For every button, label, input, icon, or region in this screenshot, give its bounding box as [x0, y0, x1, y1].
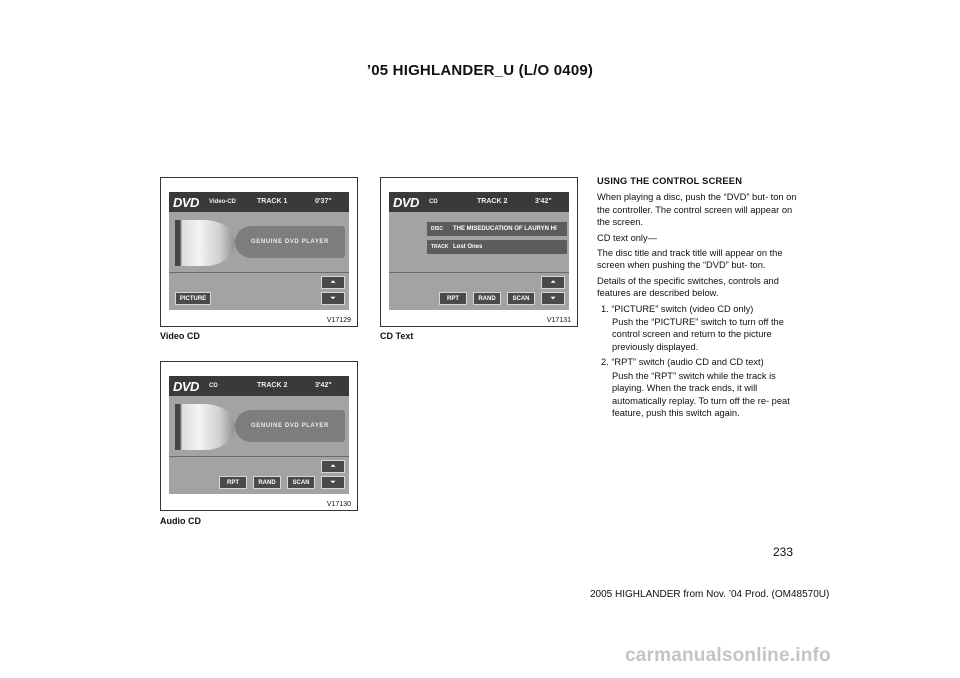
track-tag: TRACK [431, 244, 449, 250]
status-bar [169, 376, 349, 396]
divider [169, 272, 349, 273]
figure-code: V17129 [326, 317, 351, 324]
disc-tag: DISC [431, 226, 443, 232]
time-label: 3'42" [535, 198, 552, 205]
scan-button[interactable]: SCAN [507, 292, 535, 305]
time-label: 3'42" [315, 382, 332, 389]
double-down-arrow-icon[interactable]: ⏷ [541, 292, 565, 305]
figure-cd-text [380, 177, 578, 327]
rpt-button[interactable]: RPT [439, 292, 467, 305]
caption-audio-cd: Audio CD [160, 516, 201, 526]
double-up-arrow-icon[interactable]: ⏶ [321, 460, 345, 473]
paragraph-4: Details of the specific switches, controls and features are described below. [597, 275, 779, 299]
double-up-arrow-icon[interactable]: ⏶ [321, 276, 345, 289]
double-down-arrow-icon[interactable]: ⏷ [321, 292, 345, 305]
footer-text: 2005 HIGHLANDER from Nov. ’04 Prod. (OM48570U) [590, 589, 830, 600]
track-title-row [427, 240, 567, 254]
disc-title: THE MISEDUCATION OF LAURYN HI [453, 226, 557, 232]
control-screen-video-cd [169, 192, 349, 310]
dvd-logo: DVD [173, 195, 199, 210]
scan-button[interactable]: SCAN [287, 476, 315, 489]
dvd-logo: DVD [393, 195, 419, 210]
divider [169, 456, 349, 457]
paragraph-1: When playing a disc, push the “DVD” but- ton on the controller. The control screen will appear on the screen. [597, 192, 797, 228]
item-2-text: Push the “RPT” switch while the track is playing. When the track ends, it will automatically replay. To turn off the re- peat feature, push this switch again. [612, 370, 790, 418]
item-2-title: 2. “RPT” switch (audio CD and CD text) [601, 357, 764, 368]
player-plate: GENUINE DVD PLAYER [235, 410, 345, 442]
track-label: TRACK 2 [257, 382, 288, 389]
mode-label: CD [209, 383, 218, 389]
dvd-logo: DVD [173, 379, 199, 394]
section-title: USING THE CONTROL SCREEN [597, 176, 743, 186]
player-plate: GENUINE DVD PLAYER [235, 226, 345, 258]
mode-label: Video-CD [209, 199, 236, 205]
watermark: carmanualsonline.info [625, 645, 831, 666]
divider [389, 272, 569, 273]
time-label: 0'37" [315, 198, 332, 205]
paragraph-2: CD text only— [597, 232, 657, 243]
track-label: TRACK 2 [477, 198, 508, 205]
paragraph-3: The disc title and track title will appear on the screen when pushing the “DVD” but- ton. [597, 248, 783, 271]
track-title: Lost Ones [453, 244, 483, 250]
disc-graphic [175, 404, 235, 450]
rand-button[interactable]: RAND [473, 292, 501, 305]
caption-video-cd: Video CD [160, 331, 200, 341]
control-screen-audio-cd [169, 376, 349, 494]
caption-cd-text: CD Text [380, 331, 414, 341]
status-bar [389, 192, 569, 212]
track-label: TRACK 1 [257, 198, 288, 205]
figure-code: V17131 [546, 317, 571, 324]
body-text-column [597, 175, 802, 422]
figure-code: V17130 [326, 501, 351, 508]
picture-button[interactable]: PICTURE [175, 292, 211, 305]
disc-title-row [427, 222, 567, 236]
rand-button[interactable]: RAND [253, 476, 281, 489]
item-1-text: Push the “PICTURE” switch to turn off the control screen and return to the picture previously displayed. [612, 317, 784, 352]
rpt-button[interactable]: RPT [219, 476, 247, 489]
page-number: 233 [773, 545, 794, 559]
figure-video-cd [160, 177, 358, 327]
double-down-arrow-icon[interactable]: ⏷ [321, 476, 345, 489]
figure-audio-cd [160, 361, 358, 511]
disc-graphic [175, 220, 235, 266]
page-header-title: ’05 HIGHLANDER_U (L/O 0409) [366, 62, 594, 79]
status-bar [169, 192, 349, 212]
double-up-arrow-icon[interactable]: ⏶ [541, 276, 565, 289]
control-screen-cd-text [389, 192, 569, 310]
item-1-title: 1. “PICTURE” switch (video CD only) [601, 303, 754, 314]
mode-label: CD [429, 199, 438, 205]
